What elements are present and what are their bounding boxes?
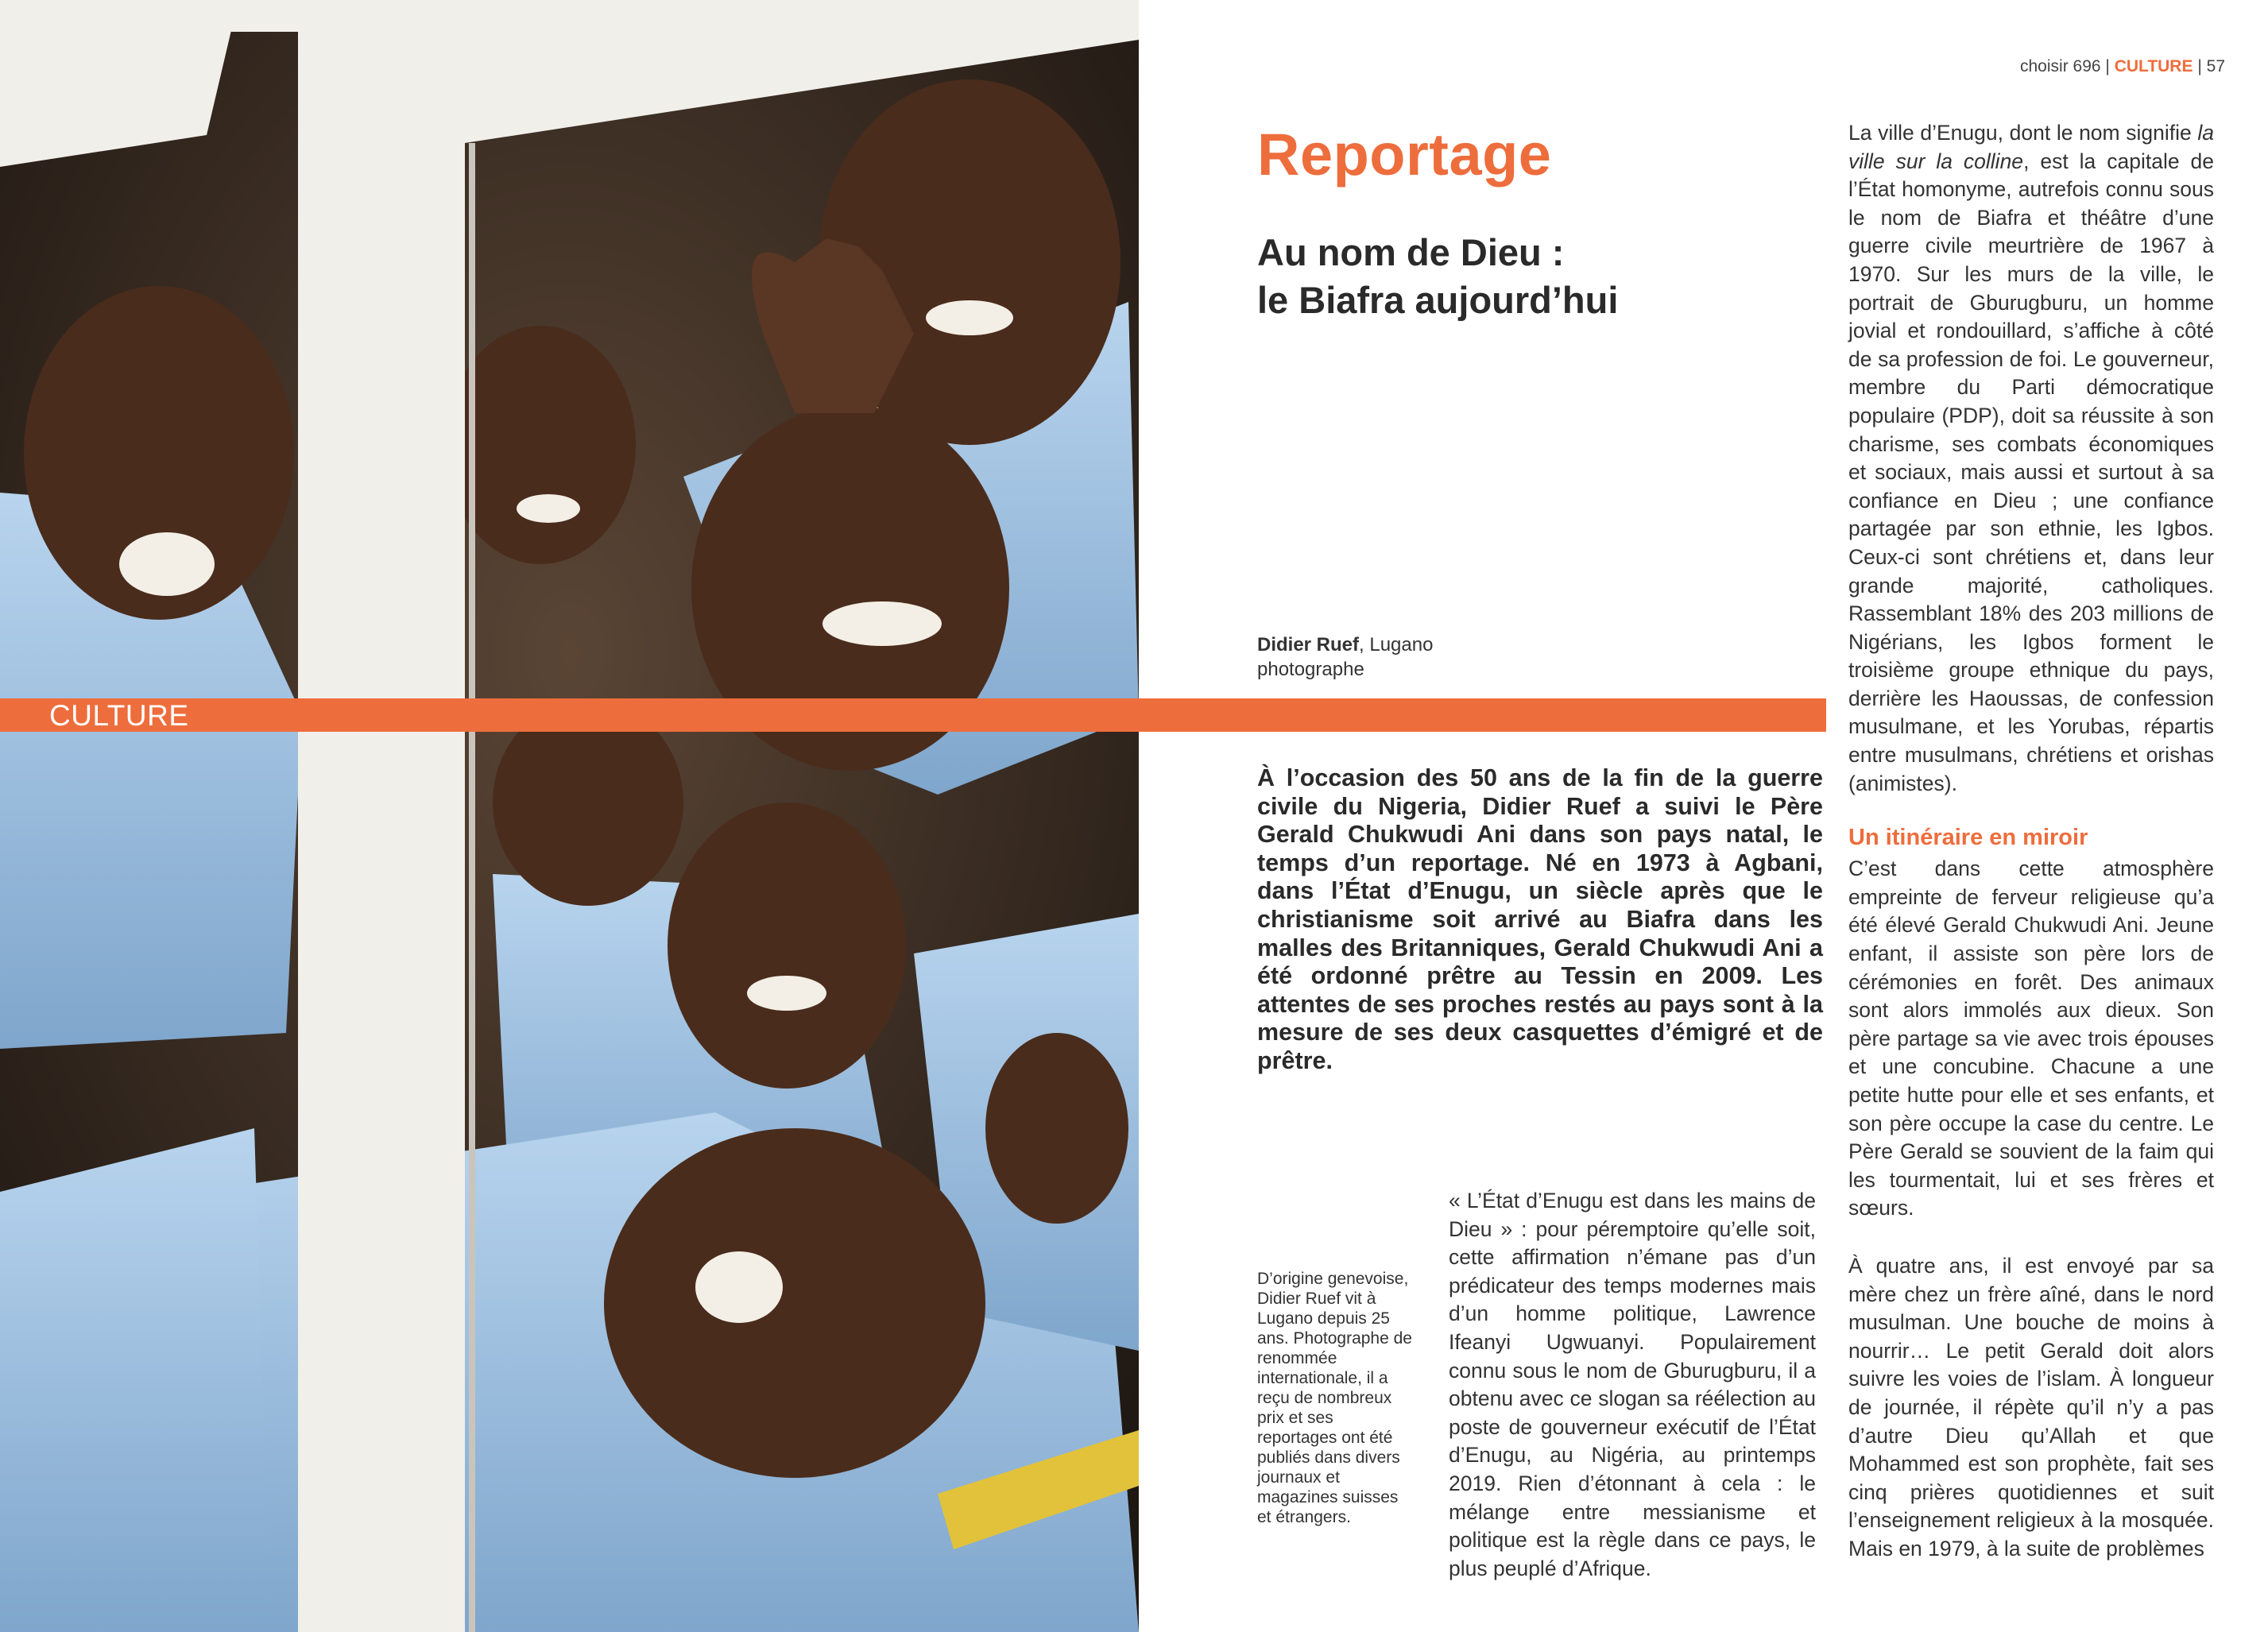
body-column-right (1848, 119, 2214, 1564)
author-name: Didier Ruef (1257, 634, 1360, 656)
culture-section-label: CULTURE (49, 699, 189, 732)
body-italic: la ville sur la colline (1848, 121, 2214, 173)
header-section: CULTURE (2114, 57, 2193, 75)
article-kicker: Reportage (1257, 122, 1552, 188)
header-separator: | (2105, 57, 2110, 75)
culture-banner (0, 698, 1826, 732)
article-lead: À l’occasion des 50 ans de la fin de la guerre civile du Nigeria, Didier Ruef a suivi le Père Gerald Chukwudi Ani dans son pays natal, le temps d’un reportage. Né en 1973 à Agbani, dans l’État d’Enugu, un siècle après que le christianisme soit arrivé au Biafra dans les malles des Britanniques, Gerald Chukwudi Ani a été ordonné prêtre au Tessin en 2009. Les attentes de ses proches restés au pays sont à la mesure de ses deux casquettes d’émigré et de prêtre. (1257, 764, 1823, 1074)
body-paragraph-1 (1848, 119, 2214, 798)
article-title (1257, 229, 1618, 324)
body-paragraph-3: À quatre ans, il est envoyé par sa mère chez un frère aîné, dans le nord musulman. Une bouche de moins à nourrir… Le petit Gerald doit alors suivre les voies de l’islam. À longueur de journée, il répète qu’il n’y a pas d’autre Dieu qu’Allah et que Mohammed est son prophète, fait ses cinq prières quotidiennes et suit l’enseignement religieux à la mosquée. Mais en 1979, à la suite de problèmes (1848, 1253, 2214, 1560)
body-paragraph: « L’État d’Enugu est dans les mains de Dieu » : pour péremptoire qu’elle soit, cette affirmation n’émane pas d’un prédicateur des temps modernes mais d’un homme politique, Lawrence Ifeanyi Ugwuanyi. Populairement connu sous le nom de Gburugburu, il a obtenu avec ce slogan sa réélection au poste de gouverneur exécutif de l’État d’Enugu, au Nigéria, au printemps 2019. Rien d’étonnant à cela : le mélange entre messianisme et politique est la règle dans ce pays, le plus peuplé d’Afrique. (1449, 1189, 1816, 1580)
body-column-middle (1449, 1187, 1816, 1583)
body-text: La ville d’Enugu, dont le nom signifie (1848, 121, 2198, 145)
author-byline (1257, 632, 1433, 682)
body-text-2: , est la capitale de l’État homonyme, autrefois connu sous le nom de Biafra et théâtre d’une guerre civile meurtrière de 1967 à 1970. Sur les murs de la ville, le portrait de Gburugburu, un homme jovial et rondouillard, s’affiche à côté de sa profession de foi. Le gouverneur, membre du Parti démocratique populaire (PDP), doit sa réussite à son charisme, ses combats économiques et sociaux, mais aussi et surtout à sa confiance en Dieu ; une confiance partagée par son ethnie, les Igbos. Ceux-ci sont chrétiens et, dans leur grande majorité, catholiques. Rassemblant 18% des 203 millions de Nigérians, les Igbos forment le troisième groupe ethnique du pays, derrière les Haoussas, de confession musulmane, et les Yorubas, répartis entre musulmans, chrétiens et orishas (animistes). (1848, 149, 2214, 795)
page-number: 57 (2206, 57, 2225, 75)
section-subhead: Un itinéraire en miroir (1848, 825, 2088, 851)
title-line-1: Au nom de Dieu : (1257, 231, 1565, 273)
magazine-issue: choisir 696 (2020, 57, 2101, 75)
author-location: , Lugano (1359, 634, 1434, 656)
author-role: photographe (1257, 659, 1364, 680)
title-line-2: le Biafra aujourd’hui (1257, 279, 1619, 321)
frame-shadow (469, 143, 475, 1632)
running-head (2020, 57, 2225, 76)
body-paragraph-2: C’est dans cette atmosphère empreinte de ferveur religieuse qu’a été élevé Gerald Chukwudi Ani. Jeune enfant, il assiste son père lors de cérémonies en forêt. Des animaux sont alors immolés aux dieux. Son père partage sa vie avec trois épouses et une concubine. Chacune a une petite hutte pour elle et ses enfants, et son père occupe la case du centre. Le Père Gerald se souvient de la faim qui les tourmentait, lui et ses frères et sœurs. (1848, 857, 2214, 1220)
author-bio: D’origine genevoise, Didier Ruef vit à Lugano depuis 25 ans. Photographe de renommée internationale, il a reçu de nombreux prix et ses reportages ont été publiés dans divers journaux et magazines suisses et étrangers. (1257, 1270, 1412, 1526)
header-separator-2: | (2197, 57, 2202, 75)
